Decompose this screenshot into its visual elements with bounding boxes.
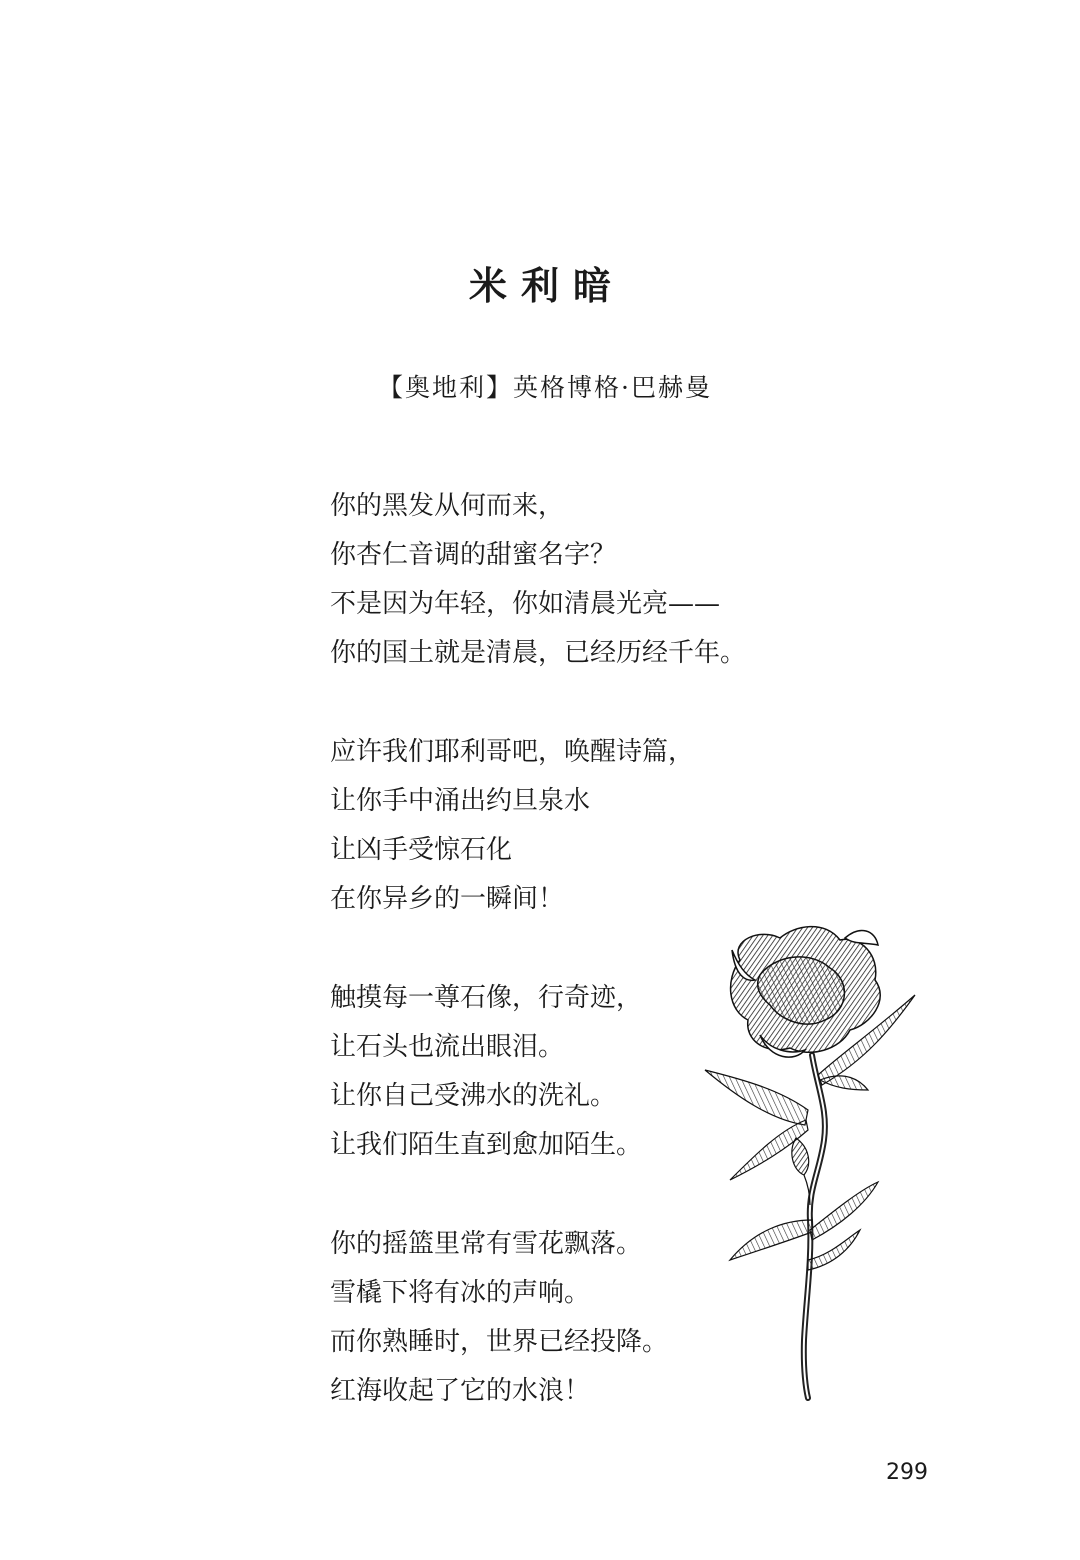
poem-line: 让你手中涌出约旦泉水 xyxy=(330,786,591,816)
stanza-2 xyxy=(330,728,790,924)
poem-line: 在你异乡的一瞬间！ xyxy=(330,884,565,914)
poem-line: 不是因为年轻，你如清晨光亮—— xyxy=(330,589,721,619)
poem-line: 你的摇篮里常有雪花飘落。 xyxy=(330,1229,643,1259)
poem-line: 你的国土就是清晨，已经历经千年。 xyxy=(330,638,747,668)
peony-flower-illustration xyxy=(700,920,930,1410)
poem-line: 让我们陌生直到愈加陌生。 xyxy=(330,1130,643,1160)
poem-line: 你杏仁音调的甜蜜名字？ xyxy=(330,540,617,570)
poem-line: 你的黑发从何而来， xyxy=(330,491,565,521)
poem-line: 触摸每一尊石像，行奇迹， xyxy=(330,983,643,1013)
poem-author: 【奥地利】英格博格·巴赫曼 xyxy=(378,373,712,402)
poem-line: 让凶手受惊石化 xyxy=(330,835,513,865)
poem-line: 应许我们耶利哥吧，唤醒诗篇， xyxy=(330,737,695,767)
poem-line: 红海收起了它的水浪！ xyxy=(330,1376,591,1406)
page-number: 299 xyxy=(886,1460,928,1485)
poem-line: 让你自己受沸水的洗礼。 xyxy=(330,1081,617,1111)
poem-title: 米利暗 xyxy=(468,264,625,308)
poem-line: 雪橇下将有冰的声响。 xyxy=(330,1278,591,1308)
poem-line: 让石头也流出眼泪。 xyxy=(330,1032,565,1062)
stanza-1 xyxy=(330,482,790,678)
poem-line: 而你熟睡时，世界已经投降。 xyxy=(330,1327,669,1357)
